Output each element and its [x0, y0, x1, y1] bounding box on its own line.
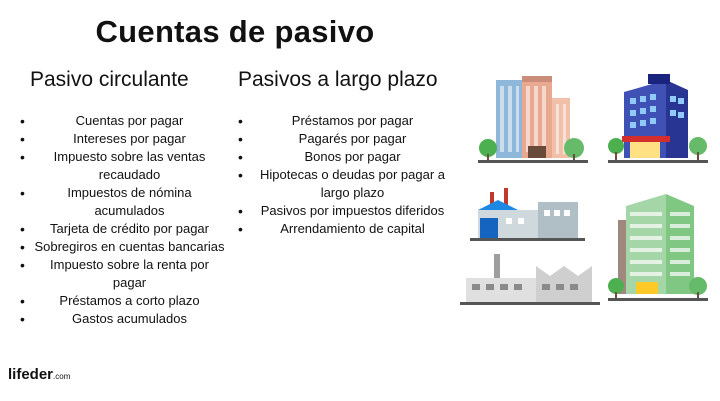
list-item: • Hipotecas o deudas por pagar a largo plazo [238, 166, 453, 202]
list-item: • Arrendamiento de capital [238, 220, 453, 238]
long-term-liabilities-heading: Pasivos a largo plazo [238, 68, 438, 91]
list-item: • Gastos acumulados [20, 310, 225, 328]
page-title: Cuentas de pasivo [95, 14, 375, 49]
hotel-building-icon [608, 74, 708, 166]
factory-icon [470, 184, 585, 244]
list-item: • Préstamos a corto plazo [20, 292, 225, 310]
current-liabilities-heading: Pasivo circulante [30, 68, 189, 91]
current-liabilities-list [20, 112, 225, 328]
list-item: • Impuestos de nómina acumulados [20, 184, 225, 220]
list-item: • Pasivos por impuestos diferidos [238, 202, 453, 220]
list-item: • Sobregiros en cuentas bancarias [20, 238, 225, 256]
office-tower-icon [478, 74, 588, 166]
list-item: • Tarjeta de crédito por pagar [20, 220, 225, 238]
industrial-plant-icon [460, 250, 600, 308]
list-item: • Intereses por pagar [20, 130, 225, 148]
green-office-building-icon [608, 190, 708, 308]
long-term-liabilities-list [238, 112, 453, 238]
list-item: • Pagarés por pagar [238, 130, 453, 148]
list-item: • Préstamos por pagar [238, 112, 453, 130]
logo-suffix: .com [53, 372, 71, 381]
list-item: • Bonos por pagar [238, 148, 453, 166]
list-item: • Impuesto sobre las ventas recaudado [20, 148, 225, 184]
site-logo [8, 366, 70, 383]
list-item: • Cuentas por pagar [20, 112, 225, 130]
logo-text: lifeder [8, 366, 54, 383]
list-item: • Impuesto sobre la renta por pagar [20, 256, 225, 292]
